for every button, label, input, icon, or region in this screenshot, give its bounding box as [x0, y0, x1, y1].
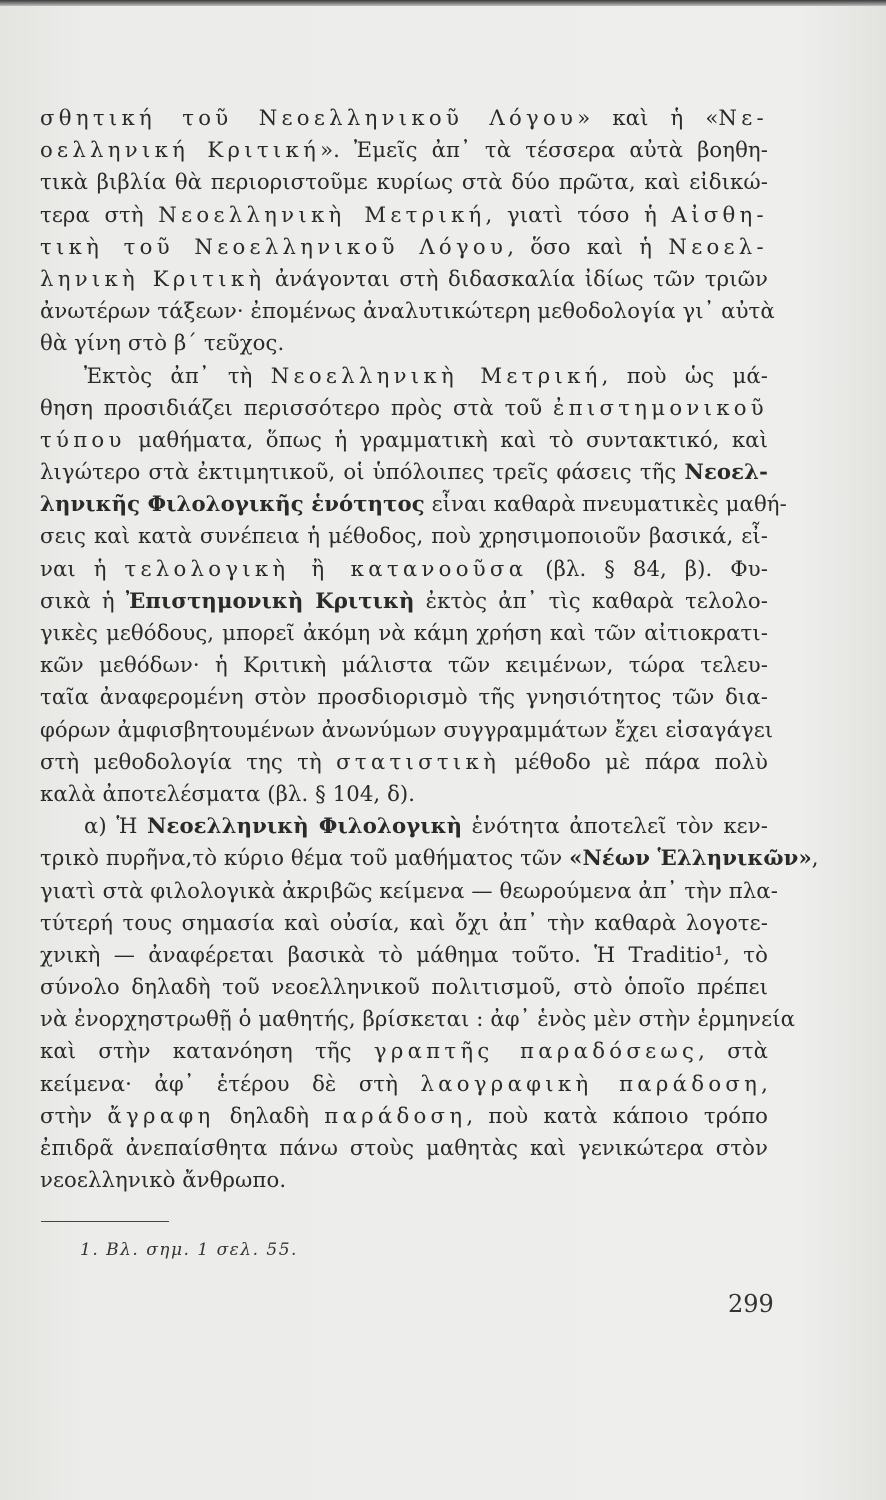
- text-run: τερα στὴ: [40, 201, 159, 227]
- page-top-edge: [0, 0, 886, 6]
- spaced-text: τύπου: [40, 426, 126, 452]
- text-run: κῶν μεθόδων· ἡ Κριτικὴ μάλιστα τῶν κειμένων, τώρα τελευ-: [40, 652, 768, 678]
- text-run: κείμενα· ἀφ᾽ ἑτέρου δὲ στὴ: [40, 1070, 421, 1096]
- text-run: ἐκτὸς ἀπ᾽ τὶς καθαρὰ τελολο-: [414, 587, 768, 613]
- text-run: φόρων ἀμφισβητουμένων ἀνωνύμων συγγραμμάτων ἔχει εἰσαγάγει: [40, 716, 774, 742]
- text-run: α) Ἡ: [84, 813, 147, 839]
- bold-text: Νεοελ-: [684, 459, 768, 485]
- text-line: [40, 778, 768, 810]
- text-run: τύτερή τους σημασία καὶ οὐσία, καὶ ὄχι ἀπ᾽ τὴν καθαρὰ λογοτε-: [40, 909, 768, 935]
- spaced-text: Νεοελληνικὴ Μετρική: [158, 201, 486, 227]
- body-text: [40, 102, 819, 1196]
- text-run: γιατὶ στὰ φιλολογικὰ ἀκριβῶς κείμενα — θεωρούμενα ἀπ᾽ τὴν πλα-: [40, 877, 778, 903]
- spaced-text: οελληνική Κριτική: [40, 137, 321, 163]
- text-run: στὴν: [40, 1102, 108, 1128]
- spaced-text: Νεοελληνικὴ Μετρική: [270, 362, 602, 388]
- text-line: [40, 649, 768, 681]
- bold-text: Νεοελληνικὴ Φιλολογικὴ: [147, 813, 463, 839]
- text-run: τρικὸ πυρῆνα,τὸ κύριο θέμα τοῦ μαθήματος τῶν: [40, 845, 570, 871]
- text-line: [40, 295, 775, 327]
- spaced-text: στατιστικὴ: [336, 748, 501, 774]
- text-run: θὰ γίνη στὸ β΄ τεῦχος.: [40, 330, 285, 356]
- text-run: (βλ. § 84, β). Φυ-: [527, 555, 768, 581]
- text-run: Ἐκτὸς ἀπ᾽ τὴ: [84, 362, 271, 388]
- text-run: λιγώτερο στὰ ἐκτιμητικοῦ, οἱ ὑπόλοιπες τρεῖς φάσεις τῆς: [40, 459, 685, 485]
- text-run: σικὰ ἡ: [40, 587, 126, 613]
- text-line: [40, 166, 768, 198]
- spaced-text: ἄγραφη: [107, 1102, 215, 1128]
- text-run: τικὰ βιβλία θὰ περιοριστοῦμε κυρίως στὰ δύο πρῶτα, καὶ εἰδικώ-: [40, 169, 768, 195]
- footnote-rule: [41, 1221, 169, 1222]
- text-run: , ποὺ κατὰ κάποιο τρόπο: [466, 1102, 769, 1128]
- spaced-text: λαογραφικὴ παράδοση: [420, 1070, 762, 1096]
- text-run: , γιατὶ τόσο ἡ: [485, 201, 672, 227]
- text-line: [40, 231, 768, 263]
- text-run: ». Ἐμεῖς ἀπ᾽ τὰ τέσσερα αὐτὰ βοηθη-: [320, 137, 768, 163]
- text-line: [40, 1132, 768, 1164]
- text-line: [40, 617, 768, 649]
- text-line: [40, 1003, 796, 1035]
- spaced-text: γραπτῆς παραδόσεως: [373, 1038, 699, 1064]
- text-line: [40, 585, 768, 617]
- text-run: , στὰ: [698, 1038, 769, 1064]
- text-line: [40, 134, 768, 166]
- footnote: 1. Βλ. σημ. 1 σελ. 55.: [80, 1240, 298, 1260]
- text-run: ,: [761, 1070, 768, 1096]
- text-run: νεοελληνικὸ ἄνθρωπο.: [40, 1167, 287, 1193]
- text-run: ἀνωτέρων τάξεων· ἐπομένως ἀναλυτικώτερη μεθοδολογία γι᾽ αὐτὰ: [40, 298, 775, 324]
- text-run: γικὲς μεθόδους, μπορεῖ ἀκόμη νὰ κάμη χρήση καὶ τῶν αἰτιοκρατι-: [40, 620, 768, 645]
- spaced-text: παράδοση: [324, 1102, 467, 1128]
- text-run: καλὰ ἀποτελέσματα (βλ. § 104, δ).: [40, 780, 416, 806]
- text-run: νὰ ἐνορχηστρωθῇ ὁ μαθητής, βρίσκεται : ἀφ᾽ ἑνὸς μὲν στὴν ἑρμηνεία: [40, 1006, 796, 1032]
- text-run: ἑνότητα ἀποτελεῖ τὸν κεν-: [462, 813, 768, 839]
- text-run: ,: [811, 845, 819, 871]
- text-line: [40, 681, 768, 713]
- text-line: [40, 102, 768, 134]
- text-run: ἐπιδρᾶ ἀνεπαίσθητα πάνω στοὺς μαθητὰς καὶ γενικώτερα στὸν: [40, 1135, 768, 1160]
- spaced-text: τελολογικὴ ἢ κατανοοῦσα: [124, 555, 528, 581]
- text-run: θηση προσιδιάζει περισσότερο πρὸς στὰ τοῦ: [40, 394, 554, 420]
- spaced-text: Αἰσθη-: [671, 201, 768, 227]
- spaced-text: Νε-: [718, 105, 768, 130]
- spaced-text: τικὴ τοῦ Νεοελληνικοῦ Λόγου: [40, 233, 508, 259]
- text-line: [40, 553, 768, 585]
- spaced-text: Νεοελ-: [668, 233, 768, 259]
- text-line: [40, 488, 787, 520]
- text-line: [40, 1164, 768, 1196]
- text-line: [40, 263, 768, 295]
- text-run: χνικὴ — ἀναφέρεται βασικὰ τὸ μάθημα τοῦτο. Ἡ Traditio¹, τὸ: [40, 941, 768, 967]
- text-line: [40, 199, 768, 231]
- text-run: καὶ στὴν κατανόηση τῆς: [40, 1038, 374, 1064]
- text-run: , ὅσο καὶ ἡ: [507, 233, 669, 259]
- bold-text: Ἐπιστημονικὴ Κριτικὴ: [125, 587, 415, 613]
- text-line: [40, 392, 768, 424]
- text-line: [40, 875, 778, 907]
- page-number: 299: [728, 1290, 774, 1318]
- text-line: [40, 714, 774, 746]
- spaced-text: ἐπιστημονικοῦ: [553, 394, 768, 420]
- text-run: » καὶ ἡ «: [577, 105, 719, 130]
- text-line: [40, 842, 819, 874]
- text-line: [40, 746, 768, 778]
- text-run: , ποὺ ὡς μά-: [601, 362, 768, 388]
- bold-text: ληνικῆς Φιλολογικῆς ἑνότητος: [40, 491, 425, 517]
- text-line: [40, 520, 768, 552]
- text-line: [40, 907, 768, 939]
- text-line: [40, 971, 768, 1003]
- text-run: ἀνάγονται στὴ διδασκαλία ἰδίως τῶν τριῶν: [265, 265, 768, 291]
- text-line: [40, 456, 768, 488]
- text-line: [40, 1100, 768, 1132]
- text-run: εἶναι καθαρὰ πνευματικὲς μαθή-: [424, 491, 787, 517]
- spaced-text: σθητική τοῦ Νεοελληνικοῦ Λόγου: [40, 105, 578, 130]
- text-run: μαθήματα, ὅπως ἡ γραμματικὴ καὶ τὸ συντακτικό, καὶ: [125, 426, 768, 452]
- text-line: [40, 810, 768, 842]
- text-run: ταῖα ἀναφερομένη στὸν προσδιορισμὸ τῆς γνησιότητος τῶν δια-: [40, 684, 768, 710]
- bold-text: «Νέων Ἑλληνικῶν»: [569, 845, 812, 871]
- spaced-text: ληνικὴ Κριτικὴ: [40, 265, 266, 291]
- text-run: στὴ μεθοδολογία της τὴ: [40, 748, 337, 774]
- text-run: μέθοδο μὲ πάρα πολὺ: [500, 748, 768, 774]
- text-line: [40, 360, 768, 392]
- text-run: δηλαδὴ: [214, 1102, 325, 1128]
- text-run: ναι ἡ: [40, 555, 125, 581]
- text-run: σεις καὶ κατὰ συνέπεια ἡ μέθοδος, ποὺ χρησιμοποιοῦν βασικά, εἶ-: [40, 523, 768, 549]
- text-line: [40, 1035, 768, 1067]
- text-line: [40, 939, 768, 971]
- text-run: σύνολο δηλαδὴ τοῦ νεοελληνικοῦ πολιτισμοῦ, στὸ ὁποῖο πρέπει: [40, 974, 768, 1000]
- text-line: [40, 424, 768, 456]
- text-line: [40, 1068, 768, 1100]
- text-line: [40, 327, 768, 359]
